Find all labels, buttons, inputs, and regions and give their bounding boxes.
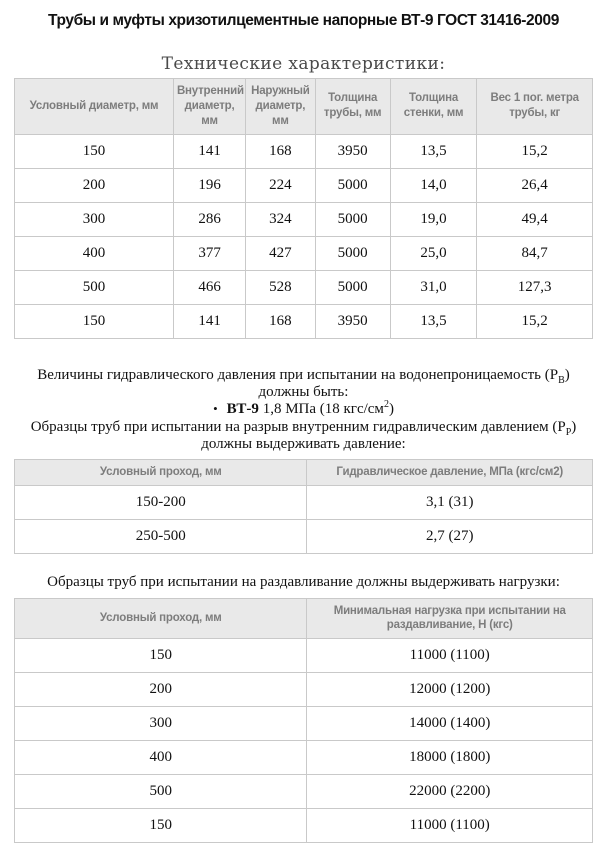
table-row [15,809,593,843]
table-cell: 141 [173,304,245,338]
table-cell: 26,4 [477,168,593,202]
header-row [15,459,593,485]
table-cell: 5000 [315,236,390,270]
table-cell: 12000 (1200) [307,673,593,707]
table-cell: 15,2 [477,304,593,338]
column-header-nominal-bore: Условный проход, мм [15,459,307,485]
column-header-weight: Вес 1 пог. метра трубы, кг [477,79,593,135]
table-cell: 250-500 [15,519,307,553]
table-cell: 377 [173,236,245,270]
table-cell: 196 [173,168,245,202]
table-cell: 15,2 [477,134,593,168]
hydraulic-pressure-table-body [15,485,593,553]
table-cell: 324 [246,202,315,236]
table-cell: 200 [15,673,307,707]
table-cell: 22000 (2200) [307,775,593,809]
table-cell: 13,5 [390,304,477,338]
column-header-hydraulic-pressure: Гидравлическое давление, МПа (кгс/см2) [307,459,593,485]
bullet-icon: • [213,401,218,417]
table-cell: 500 [15,270,174,304]
pipe-grade: ВТ-9 [226,401,259,418]
table-row [15,304,593,338]
section-subtitle: Технические характеристики: [161,54,446,74]
table-cell: 18000 (1800) [307,741,593,775]
table-row [15,707,593,741]
table-cell: 14,0 [390,168,477,202]
tech-specs-table-body [15,134,593,338]
table-cell: 3950 [315,304,390,338]
pressure-value: 1,8 МПа (18 кгс/см [258,401,384,418]
table-cell: 200 [15,168,174,202]
table-cell: 150-200 [15,485,307,519]
table-cell: 300 [15,202,174,236]
table-cell: 25,0 [390,236,477,270]
crush-load-table-head [15,598,593,639]
table-row [15,270,593,304]
table-cell: 150 [15,304,174,338]
table-cell: 14000 (1400) [307,707,593,741]
subscript-p: Р [565,427,572,439]
table-cell: 49,4 [477,202,593,236]
subscript-v: В [558,374,565,386]
table-cell: 286 [173,202,245,236]
crush-test-caption: Образцы труб при испытании на раздавливание должны выдерживать нагрузки: [47,573,560,590]
crush-load-table [14,598,593,844]
column-header-nominal-diameter: Условный диаметр, мм [15,79,174,135]
table-cell: 141 [173,134,245,168]
table-cell: 168 [246,134,315,168]
hydraulic-pressure-table [14,459,593,554]
table-cell: 3950 [315,134,390,168]
table-cell: 466 [173,270,245,304]
sentence-text: ) должны быть: [258,366,570,400]
sentence-text: Величины гидравлического давления при испытании на водонепроницаемость (P [37,366,559,383]
table-cell: 224 [246,168,315,202]
hydraulic-pressure-paragraph [20,367,587,453]
sentence-text: Образцы труб при испытании на разрыв внутренним гидравлическим давлением (P [30,419,566,436]
table-row [15,673,593,707]
table-row [15,134,593,168]
sentence-text: ) должны выдерживать давление: [201,419,577,452]
burst-test-sentence [20,419,587,453]
column-header-wall-thickness: Толщина стенки, мм [390,79,477,135]
table-cell: 5000 [315,202,390,236]
waterproof-test-sentence [20,367,587,401]
table-cell: 528 [246,270,315,304]
table-cell: 2,7 (27) [307,519,593,553]
table-row [15,236,593,270]
table-cell: 11000 (1100) [307,639,593,673]
table-row [15,202,593,236]
pressure-value-end: ) [388,401,394,418]
column-header-pipe-length: Толщина трубы, мм [315,79,390,135]
table-row [15,775,593,809]
table-cell: 11000 (1100) [307,809,593,843]
table-cell: 150 [15,809,307,843]
tech-specs-table-head [15,79,593,135]
table-cell: 84,7 [477,236,593,270]
table-row [15,519,593,553]
table-cell: 150 [15,134,174,168]
grade-bullet-line [20,401,587,418]
header-row [15,79,593,135]
table-cell: 400 [15,741,307,775]
table-cell: 127,3 [477,270,593,304]
header-row [15,598,593,639]
table-cell: 400 [15,236,174,270]
hydraulic-pressure-table-head [15,459,593,485]
column-header-outer-diameter: Наружный диаметр, мм [246,79,315,135]
tech-specs-table [14,78,593,339]
column-header-nominal-bore: Условный проход, мм [15,598,307,639]
table-row [15,741,593,775]
table-cell: 427 [246,236,315,270]
column-header-inner-diameter: Внутренний диаметр, мм [173,79,245,135]
table-cell: 13,5 [390,134,477,168]
table-cell: 5000 [315,270,390,304]
table-cell: 300 [15,707,307,741]
table-cell: 5000 [315,168,390,202]
table-cell: 500 [15,775,307,809]
crush-load-table-body [15,639,593,843]
superscript-2: 2 [383,399,389,411]
table-cell: 3,1 (31) [307,485,593,519]
table-row [15,168,593,202]
table-row [15,485,593,519]
table-cell: 31,0 [390,270,477,304]
table-row [15,639,593,673]
table-cell: 150 [15,639,307,673]
table-cell: 168 [246,304,315,338]
column-header-min-crush-load: Минимальная нагрузка при испытании на раздавливание, Н (кгс) [307,598,593,639]
table-cell: 19,0 [390,202,477,236]
page-title: Трубы и муфты хризотилцементные напорные ВТ-9 ГОСТ 31416-2009 [48,12,559,29]
